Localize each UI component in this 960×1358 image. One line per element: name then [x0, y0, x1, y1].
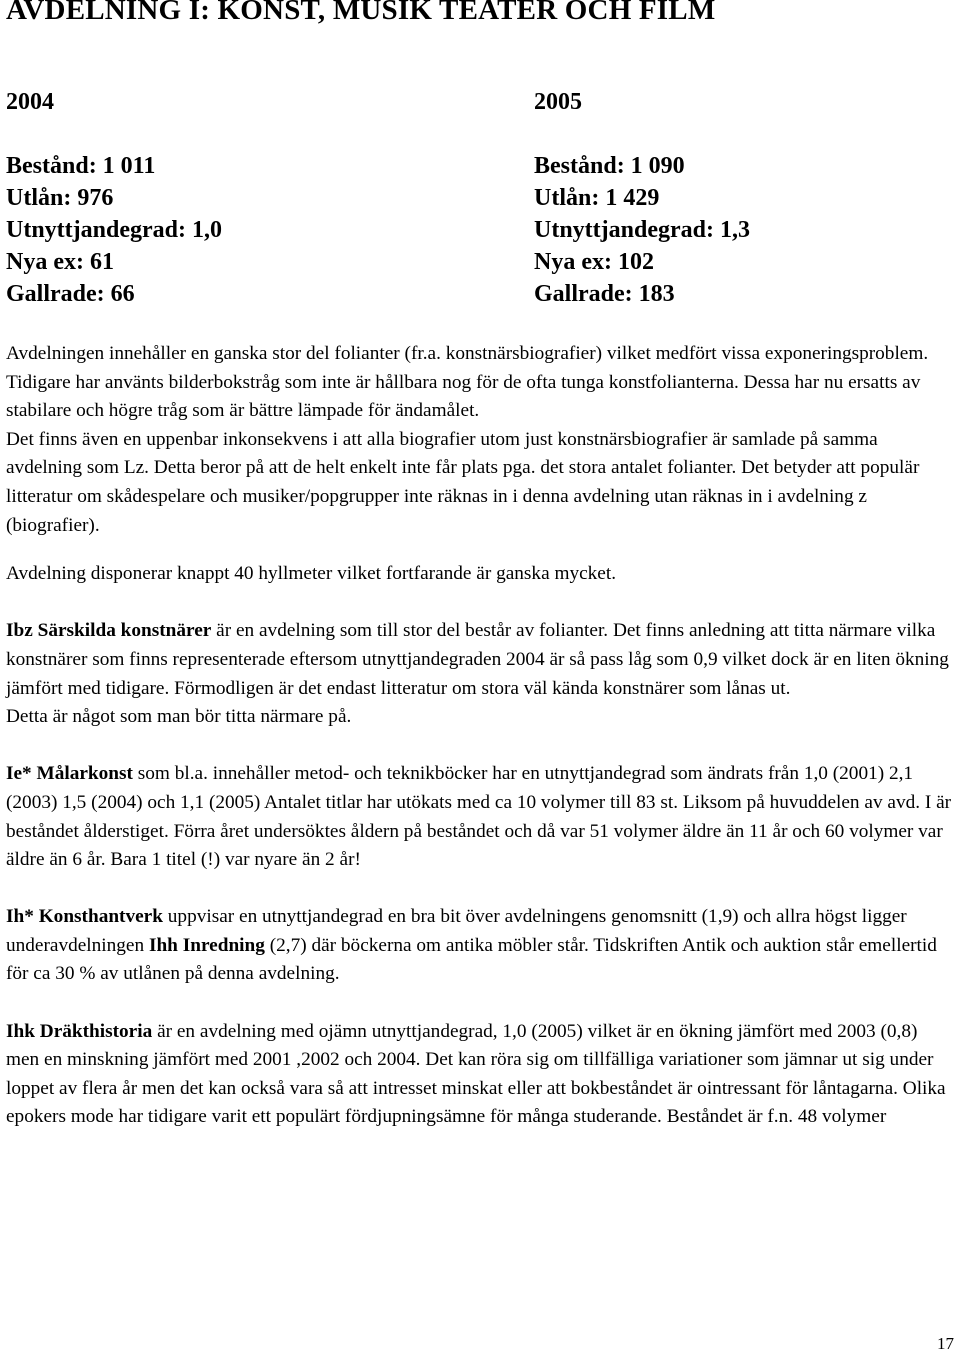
stat-gallrade: Gallrade: 66	[6, 281, 135, 307]
paragraph-ih	[6, 903, 954, 989]
subsection-title: Ihk Dräkthistoria	[6, 1020, 153, 1042]
stat-utlan: Utlån: 976	[6, 185, 114, 211]
paragraph-text: är en avdelning som till stor del består av folianter. Det finns anledning att titta närmare vilka konstnärer som finns representerade eftersom utnyttjandegraden 2004 är så pass låg som 0,9 vilket dock är en liten ökning jämfört med tidigare. Förmodligen är det endast litteratur om stora väl kända konstnärer som lånas ut.	[6, 620, 949, 699]
stats-year: 2005	[534, 89, 582, 115]
stat-bestand: Bestånd: 1 090	[534, 153, 685, 179]
paragraph-text: uppvisar en utnyttjandegrad en bra bit över avdelningens genomsnitt (1,9) och allra högst ligger underavdelningen	[6, 906, 907, 956]
stats-2004	[6, 86, 222, 310]
subsection-title: Ibz Särskilda konstnärer	[6, 620, 212, 642]
stat-utnyttjandegrad: Utnyttjandegrad: 1,0	[6, 217, 222, 243]
stats-year: 2004	[6, 89, 54, 115]
paragraph-text: som bl.a. innehåller metod- och teknikböcker har en utnyttjandegrad som ändrats från 1,0 (2001) 2,1 (2003) 1,5 (2004) och 1,1 (2005) Antalet titlar har utökats med ca 10 volymer till 83 st. Liksom på huvuddelen av avd. I är beståndet ålderstiget. Förra året undersöktes åldern på beståndet och då var 51 volymer äldre än 11 år och 60 volymer var äldre än 6 år. Bara 1 titel (!) var nyare än 2 år!	[6, 763, 952, 871]
stat-nya-ex: Nya ex: 61	[6, 249, 114, 275]
stat-utnyttjandegrad: Utnyttjandegrad: 1,3	[534, 217, 750, 243]
section-heading: AVDELNING I: KONST, MUSIK TEATER OCH FILM	[6, 0, 716, 26]
paragraph-hyllmeter: Avdelning disponerar knappt 40 hyllmeter vilket fortfarande är ganska mycket.	[6, 563, 617, 585]
subsection-title: Ie* Målarkonst	[6, 763, 133, 785]
paragraph-text: Det finns även en uppenbar inkonsekvens i att alla biografier utom just konstnärsbiografier är samlade på samma avdelning som Lz. Detta beror på att de helt enkelt inte får plats pga. det stora antalet folianter. Det betyder att populär litteratur om skådespelare och musiker/popgrupper inte räknas in i denna avdelning utan räknas in i avdelning z (biografier).	[6, 428, 920, 536]
paragraph-text: Avdelningen innehåller en ganska stor del folianter (fr.a. konstnärsbiografier) vilket medfört vissa exponeringsproblem. Tidigare har använts bilderbokstråg som inte är hållbara nog för de ofta tunga konstfolianterna. Dessa har nu ersatts av stabilare och högre tråg som är bättre lämpade för ändamålet.	[6, 343, 929, 422]
paragraph-text: är en avdelning med ojämn utnyttjandegrad, 1,0 (2005) vilket är en ökning jämfört med 2003 (0,8) men en minskning jämfört med 2001 ,2002 och 2004. Det kan röra sig om tillfälliga variationer som jämnar ut sig under loppet av flera år men det kan också vara så att intresset minskat eller att bokbeståndet är ointressant för låntagarna. Olika epokers mode har tidigare varit ett populärt fördjupningsämne för många studerande. Beståndet är f.n. 48 volymer	[6, 1020, 946, 1128]
subsection-title: Ihh Inredning	[148, 934, 265, 956]
paragraph-ihk	[6, 1018, 954, 1132]
stat-gallrade: Gallrade: 183	[534, 281, 675, 307]
stat-nya-ex: Nya ex: 102	[534, 249, 654, 275]
paragraph-text: (2,7) där böckerna om antika möbler står. Tidskriften Antik och auktion står emellertid för ca 30 % av utlånen på denna avdelning.	[6, 934, 937, 985]
stat-utlan: Utlån: 1 429	[534, 185, 660, 211]
paragraph-folianter	[6, 340, 954, 540]
paragraph-ie	[6, 760, 954, 874]
subsection-title: Ih* Konsthantverk	[6, 906, 163, 928]
paragraph-text: Detta är något som man bör titta närmare på.	[6, 706, 352, 728]
page-number: 17	[937, 1334, 954, 1353]
body-text	[6, 340, 954, 1161]
paragraph-ibz	[6, 617, 954, 731]
stats-2005	[534, 86, 750, 310]
stat-bestand: Bestånd: 1 011	[6, 153, 156, 179]
